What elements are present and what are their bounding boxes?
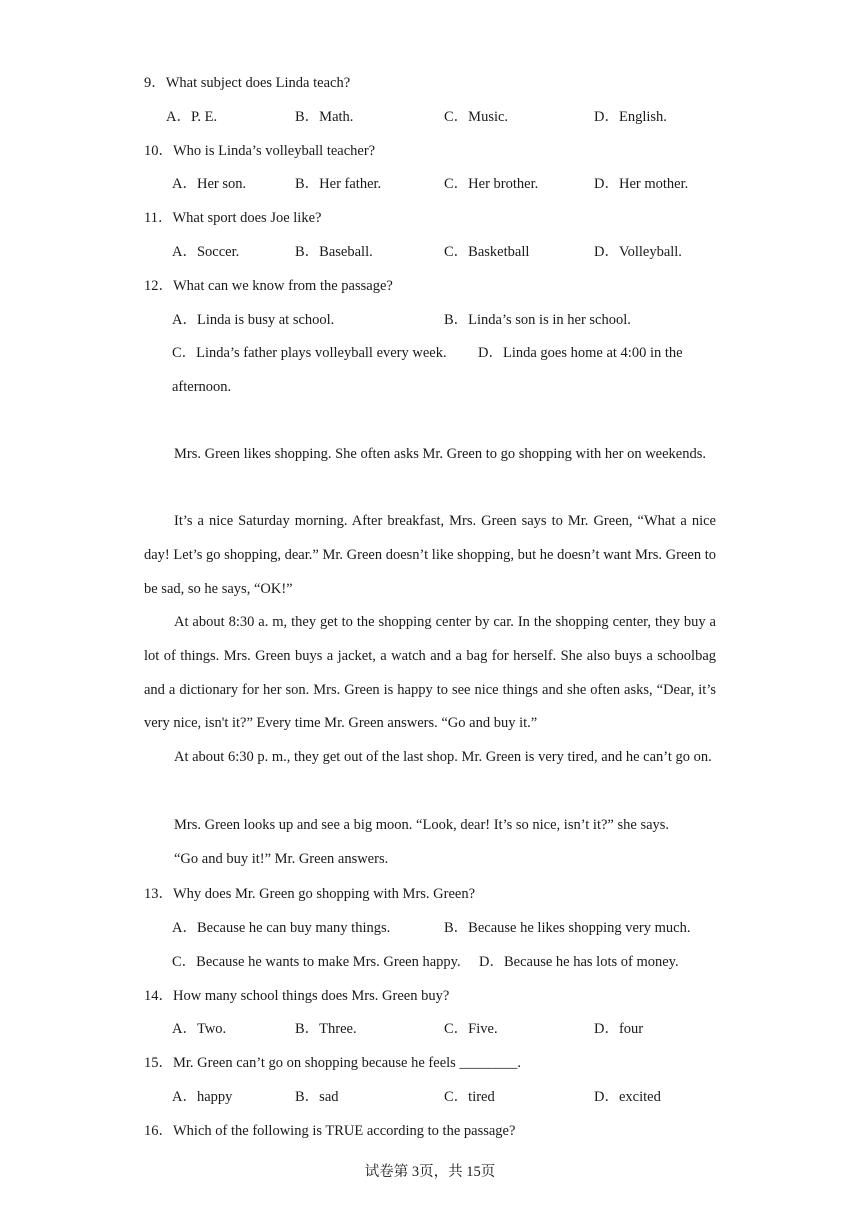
- option-b: B．Baseball.: [295, 244, 373, 260]
- option-d: D．Linda goes home at 4:00 in the: [478, 345, 683, 361]
- option-a: A．Her son.: [172, 176, 247, 192]
- option-a: A．happy: [172, 1089, 233, 1105]
- question-stem: 16．Which of the following is TRUE according to the passage?: [144, 1123, 516, 1139]
- passage-paragraph: At about 6:30 p. m., they get out of the last shop. Mr. Green is very tired, and he can’t go on.: [174, 749, 712, 765]
- option-b: B．Her father.: [295, 176, 382, 192]
- option-a: A．Two.: [172, 1021, 227, 1037]
- option-c: C．Basketball: [444, 244, 530, 260]
- option-a: A．P. E.: [166, 109, 218, 125]
- option-d: D．Her mother.: [594, 176, 689, 192]
- option-b: B．Linda’s son is in her school.: [444, 312, 631, 328]
- option-d: D．four: [594, 1021, 644, 1037]
- option-d: D．excited: [594, 1089, 661, 1105]
- option-d: D．English.: [594, 109, 667, 125]
- option-b: B．Math.: [295, 109, 354, 125]
- option-b: B．Three.: [295, 1021, 357, 1037]
- option-c: C．Because he wants to make Mrs. Green happy.: [172, 954, 461, 970]
- passage-paragraph: It’s a nice Saturday morning. After breakfast, Mrs. Green says to Mr. Green, “What a nice day! Let’s go shopping, dear.” Mr. Green doesn’t like shopping, but he doesn’t want Mrs. Green to be sad, so he says, “OK!”: [144, 513, 716, 597]
- option-d: D．Volleyball.: [594, 244, 682, 260]
- question-stem: 14．How many school things does Mrs. Green buy?: [144, 988, 450, 1004]
- option-c: C．Linda’s father plays volleyball every week.: [172, 345, 447, 361]
- question-stem: 10．Who is Linda’s volleyball teacher?: [144, 143, 376, 159]
- option-c: C．tired: [444, 1089, 495, 1105]
- question-stem: 11．What sport does Joe like?: [144, 210, 322, 226]
- option-a: A．Linda is busy at school.: [172, 312, 335, 328]
- option-d-continued: afternoon.: [172, 379, 232, 395]
- question-stem: 13．Why does Mr. Green go shopping with Mrs. Green?: [144, 886, 476, 902]
- option-b: B．Because he likes shopping very much.: [444, 920, 691, 936]
- page-footer: 试卷第 3页，共 15页: [364, 1164, 496, 1180]
- option-a: A．Because he can buy many things.: [172, 920, 391, 936]
- question-stem: 12．What can we know from the passage?: [144, 278, 393, 294]
- question-stem: 9．What subject does Linda teach?: [144, 75, 351, 91]
- question-stem: 15．Mr. Green can’t go on shopping because he feels ________.: [144, 1055, 522, 1071]
- passage-paragraph: Mrs. Green likes shopping. She often asks Mr. Green to go shopping with her on weekends.: [174, 446, 706, 462]
- option-c: C．Five.: [444, 1021, 498, 1037]
- passage-paragraph: At about 8:30 a. m, they get to the shopping center by car. In the shopping center, they buy a lot of things. Mrs. Green buys a jacket, a watch and a bag for herself. She also buys a schoolbag and a dictionary for her son. Mrs. Green is happy to see nice things and she often asks, “Dear, it’s very nice, isn't it?” Every time Mr. Green answers. “Go and buy it.”: [144, 614, 716, 732]
- passage-paragraph: Mrs. Green looks up and see a big moon. “Look, dear! It’s so nice, isn’t it?” she says.: [174, 817, 670, 833]
- option-a: A．Soccer.: [172, 244, 240, 260]
- option-c: C．Music.: [444, 109, 509, 125]
- option-d: D．Because he has lots of money.: [479, 954, 679, 970]
- option-c: C．Her brother.: [444, 176, 539, 192]
- option-b: B．sad: [295, 1089, 339, 1105]
- passage-paragraph: “Go and buy it!” Mr. Green answers.: [174, 851, 389, 867]
